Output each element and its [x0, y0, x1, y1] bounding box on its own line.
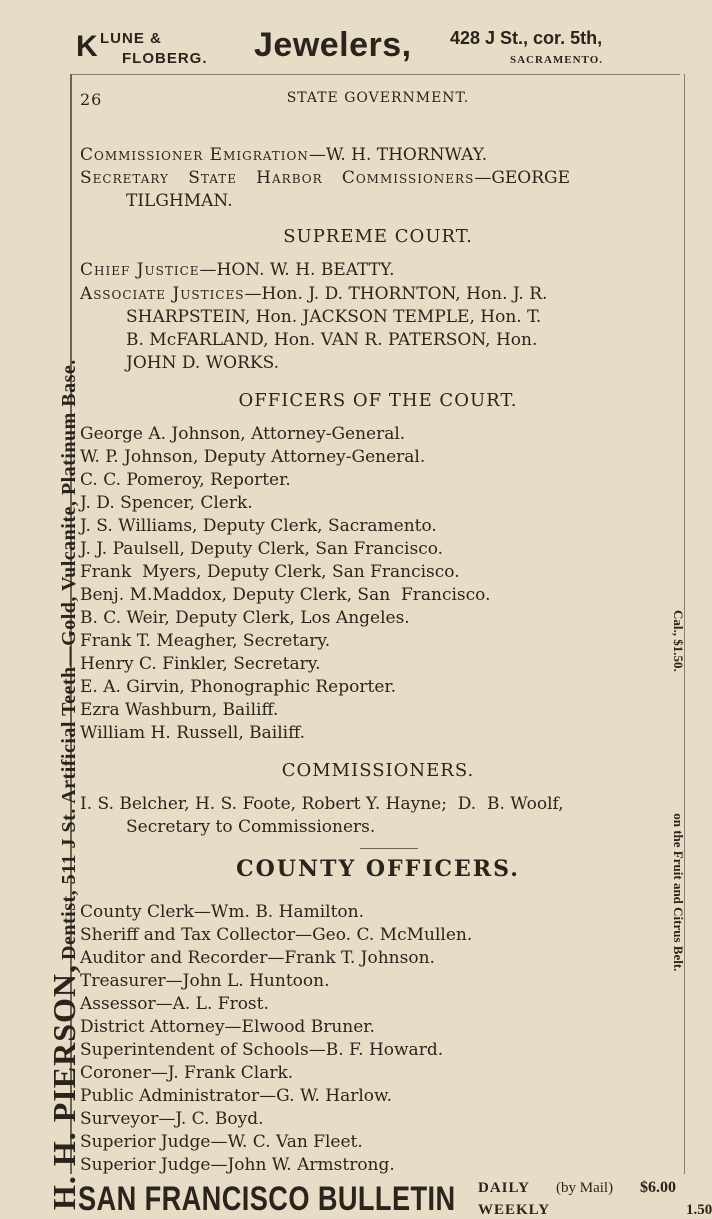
right-side-advertisement — [672, 610, 686, 1170]
ad-pierson-details: Dentist, 511 J St. Artificial Teeth—Gold, Vulcanite, Platinum Base. — [58, 359, 80, 960]
officer-name-continuation: TILGHMAN. — [126, 191, 233, 211]
list-item: District Attorney—Elwood Bruner. — [80, 1017, 375, 1037]
officer-title: Commissioner Emigration — [80, 145, 309, 165]
officer-name: GEORGE — [491, 168, 571, 188]
state-officer-row — [80, 144, 487, 166]
list-item: B. C. Weir, Deputy Clerk, Los Angeles. — [80, 608, 410, 628]
ad-right-fruit-belt: on the Fruit and Citrus Belt. — [671, 813, 686, 972]
associate-justices-line: JOHN D. WORKS. — [126, 353, 280, 373]
list-item: William H. Russell, Bailiff. — [80, 723, 305, 743]
officer-name: W. H. THORNWAY. — [325, 145, 488, 165]
chief-justice-name: HON. W. H. BEATTY. — [216, 260, 395, 280]
list-item: County Clerk—Wm. B. Hamilton. — [80, 902, 364, 922]
ad-initial-k: K — [76, 30, 99, 63]
list-item: W. P. Johnson, Deputy Attorney-General. — [80, 447, 426, 467]
list-item: Ezra Washburn, Bailiff. — [80, 700, 279, 720]
commissioners-line: I. S. Belcher, H. S. Foote, Robert Y. Hayne; D. B. Woolf, — [80, 794, 564, 814]
ad-bulletin-by-mail: (by Mail) — [556, 1180, 614, 1196]
list-item: Frank Myers, Deputy Clerk, San Francisco. — [80, 562, 460, 582]
list-item: Public Administrator—G. W. Harlow. — [80, 1086, 392, 1106]
list-item: Coroner—J. Frank Clark. — [80, 1063, 294, 1083]
separator-dash: — — [199, 260, 217, 280]
top-advertisement — [70, 22, 695, 72]
officer-title: Secretary State Harbor Commissioners — [80, 168, 475, 188]
ad-bulletin-daily: DAILY — [478, 1180, 530, 1196]
page-title: STATE GOVERNMENT. — [286, 90, 470, 106]
chief-justice-title: Chief Justice — [80, 260, 200, 280]
list-item: Frank T. Meagher, Secretary. — [80, 631, 331, 651]
list-item: Henry C. Finkler, Secretary. — [80, 654, 321, 674]
state-officer-row — [80, 167, 570, 189]
associate-justices-line: SHARPSTEIN, Hon. JACKSON TEMPLE, Hon. T. — [126, 307, 542, 327]
associate-justices-line: Hon. J. D. THORNTON, Hon. J. R. — [261, 284, 548, 304]
ad-pierson-name: H. H. PIERSON, — [46, 963, 82, 1210]
ad-bulletin-weekly: WEEKLY — [478, 1202, 551, 1218]
ad-bulletin-weekly-price: 1.50 — [686, 1202, 712, 1218]
ad-address: 428 J St., cor. 5th, — [450, 28, 603, 48]
list-item: J. D. Spencer, Clerk. — [80, 493, 253, 513]
list-item: Superior Judge—W. C. Van Fleet. — [80, 1132, 363, 1152]
list-item: Surveyor—J. C. Boyd. — [80, 1109, 264, 1129]
associate-justices-title: Associate Justices — [80, 284, 245, 304]
commissioners-line: Secretary to Commissioners. — [126, 817, 376, 837]
list-item: Assessor—A. L. Frost. — [80, 994, 269, 1014]
frame-top-rule — [70, 74, 680, 75]
section-divider — [360, 848, 418, 849]
section-heading-supreme-court: SUPREME COURT. — [283, 226, 473, 247]
section-heading-commissioners: COMMISSIONERS. — [281, 760, 475, 781]
separator-dash: — — [244, 284, 262, 304]
chief-justice-row — [80, 259, 395, 281]
ad-bulletin-daily-price: $6.00 — [640, 1179, 676, 1196]
list-item: George A. Johnson, Attorney-General. — [80, 424, 406, 444]
ad-city: SACRAMENTO. — [510, 54, 604, 66]
list-item: Sheriff and Tax Collector—Geo. C. McMullen. — [80, 925, 473, 945]
list-item: C. C. Pomeroy, Reporter. — [80, 470, 291, 490]
bottom-advertisement — [74, 1179, 712, 1218]
section-heading-county-officers: COUNTY OFFICERS. — [236, 856, 520, 882]
list-item: Superior Judge—John W. Armstrong. — [80, 1155, 395, 1175]
list-item: Superintendent of Schools—B. F. Howard. — [80, 1040, 444, 1060]
list-item: J. J. Paulsell, Deputy Clerk, San Francisco. — [80, 539, 444, 559]
associate-justices-line: B. McFARLAND, Hon. VAN R. PATERSON, Hon. — [126, 330, 538, 350]
list-item: E. A. Girvin, Phonographic Reporter. — [80, 677, 397, 697]
ad-bulletin-name: SAN FRANCISCO BULLETIN — [78, 1180, 456, 1218]
ad-right-price: Cal., $1.50. — [671, 610, 686, 672]
ad-jewelers: Jewelers, — [254, 26, 412, 64]
section-heading-officers-of-court: OFFICERS OF THE COURT. — [238, 390, 518, 411]
list-item: Benj. M.Maddox, Deputy Clerk, San Francisco. — [80, 585, 491, 605]
separator-dash: — — [308, 145, 326, 165]
ad-lune: LUNE & — [100, 30, 162, 47]
page-number: 26 — [80, 90, 103, 109]
associate-justices-row — [80, 283, 547, 305]
separator-dash: — — [474, 168, 492, 188]
list-item: J. S. Williams, Deputy Clerk, Sacramento. — [80, 516, 437, 536]
list-item: Treasurer—John L. Huntoon. — [80, 971, 330, 991]
ad-floberg: FLOBERG. — [122, 50, 208, 67]
list-item: Auditor and Recorder—Frank T. Johnson. — [80, 948, 435, 968]
